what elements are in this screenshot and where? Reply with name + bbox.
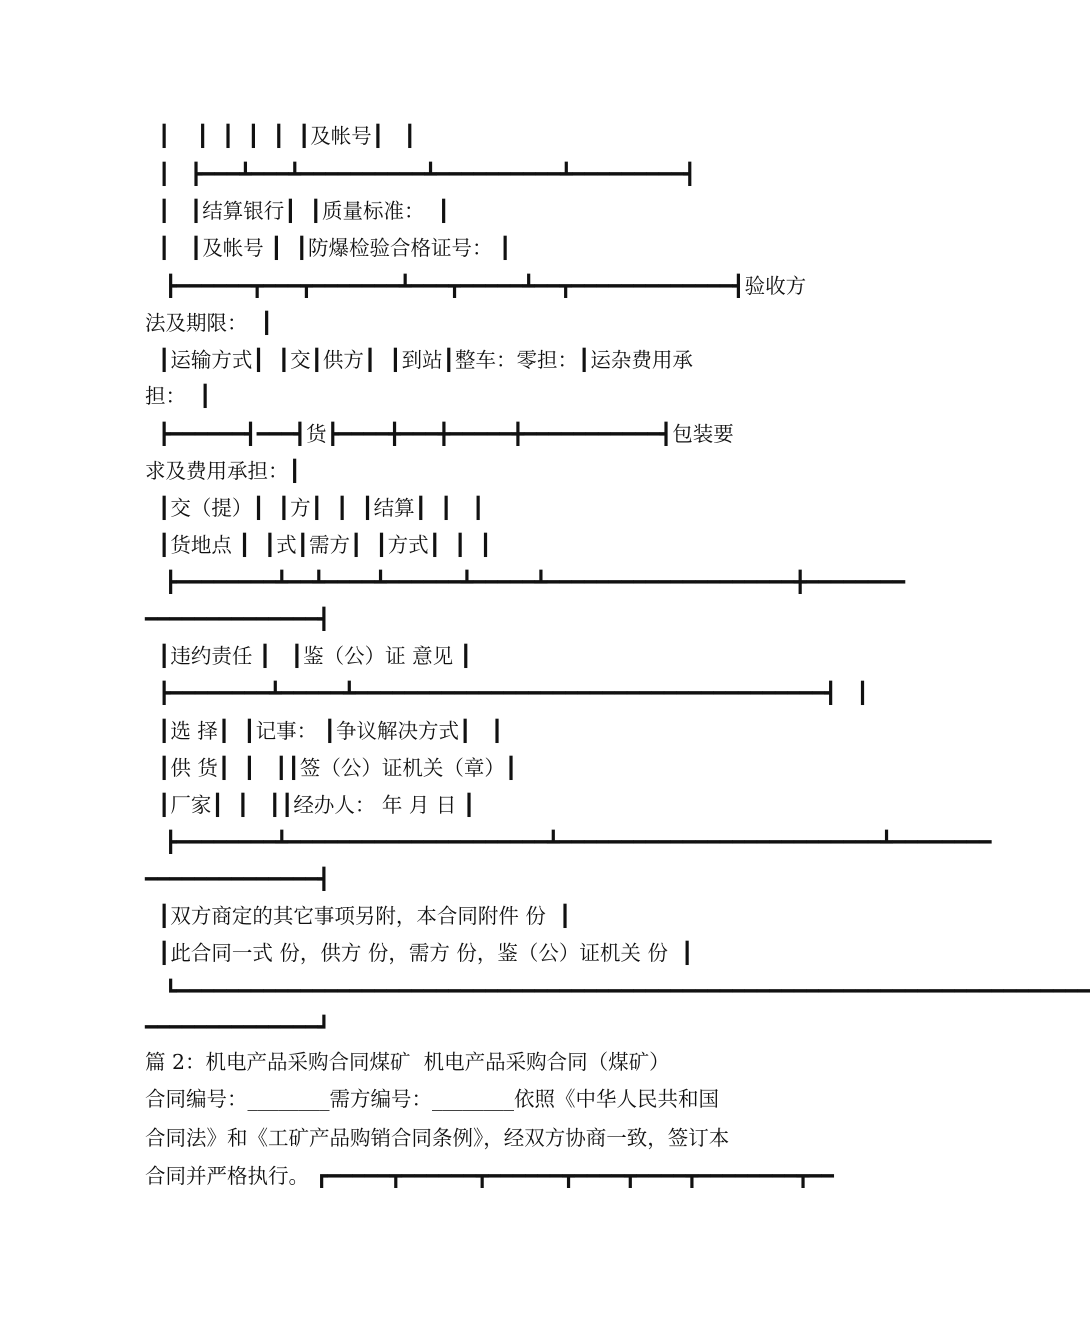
text-line: ┃违约责任 ┃ ┃鉴（公）证 意见 ┃ (145, 644, 472, 668)
text-line: ┃交（提）┃ ┃方┃ ┃ ┃结算┃ ┃ ┃ (145, 496, 485, 520)
text-line: ┣━━━━━━┫━━━┫货┣━━━━╋━━━╋━━━━━╋━━━━━━━━━━━┫包装要 (145, 422, 734, 446)
text-line: ┃选 择┃ ┃记事： ┃争议解决方式┃ ┃ (145, 719, 504, 743)
table-border-line: ┃ ┣━━━┻━━━┻━━━━━━━━━━┻━━━━━━━━━━┻━━━━━━━━━┫ (145, 162, 696, 186)
text-line: ┃此合同一式 份，供方 份，需方 份，鉴（公）证机关 份 ┃ (145, 941, 694, 965)
text-line: ┃ ┃ ┃ ┃ ┃ ┃及帐号┃ ┃ (145, 124, 417, 148)
section-title: 篇 2：机电产品采购合同煤矿 机电产品采购合同（煤矿） (145, 1050, 670, 1074)
text-line: ┣━━━━━━┳━━━┳━━━━━━━┻━━━┳━━━━━┻━━┳━━━━━━━━━━━━━┫验收方 (145, 274, 807, 298)
text-line: 法及期限： ┃ (145, 311, 273, 335)
text-line: ┃ ┃及帐号 ┃ ┃防爆检验合格证号： ┃ (145, 236, 512, 260)
text-line: ┃货地点 ┃ ┃式┃需方┃ ┃方式┃ ┃ ┃ (145, 533, 492, 557)
text-line: 担： ┃ (145, 384, 212, 408)
table-border-line: ━━━━━━━━━━━━━━┛ (145, 1015, 331, 1039)
text-line: 合同法》和《工矿产品购销合同条例》，经双方协商一致，签订本 (145, 1126, 730, 1150)
table-border-line: ━━━━━━━━━━━━━━┫ (145, 607, 331, 631)
text-line: ┃ ┃结算银行┃ ┃质量标准： ┃ (145, 199, 450, 223)
table-border-line: ━━━━━━━━━━━━━━┫ (145, 867, 331, 891)
text-line: ┃双方商定的其它事项另附，本合同附件 份 ┃ (145, 904, 572, 928)
text-line: 合同并严格执行。 ┏━━━━━┳━━━━━━┳━━━━━━┳━━━━┳━━━━┳━━━━━━━━┳━━ (145, 1164, 834, 1188)
table-border-line: ┗━━━━━━━━━━━━━━━━━━━━━━━━━━━━━━━━━━━━━━━━━━━━━━━━━━━━━━━━━━━━━━━━━━━━━━━━━━ (145, 979, 1090, 1003)
text-line: 求及费用承担：┃ (145, 459, 301, 483)
text-line: ┃厂家┃ ┃ ┃┃经办人： 年 月 日 ┃ (145, 793, 476, 817)
text-line: ┃供 货┃ ┃ ┃┃签（公）证机关（章）┃ (145, 756, 518, 780)
table-border-line: ┣━━━━━━━━┻━━━━━┻━━━━━━━━━━━━━━━━━━━━━━━━━━━━━━━━━━━━━━┫ ┃ (145, 681, 869, 705)
table-border-line: ┣━━━━━━━━┻━━┻━━━━┻━━━━━━┻━━━━━┻━━━━━━━━━━━━━━━━━━━━╋━━━━━━━━ (145, 570, 906, 594)
text-line: 合同编号：________需方编号：________依照《中华人民共和国 (145, 1087, 719, 1111)
text-line: ┃运输方式┃ ┃交┃供方┃ ┃到站┃整车：零担：┃运杂费用承 (145, 348, 693, 372)
table-border-line: ┣━━━━━━━━┻━━━━━━━━━━━━━━━━━━━━━┻━━━━━━━━━━━━━━━━━━━━━━━━━━┻━━━━━━━━ (145, 830, 992, 854)
